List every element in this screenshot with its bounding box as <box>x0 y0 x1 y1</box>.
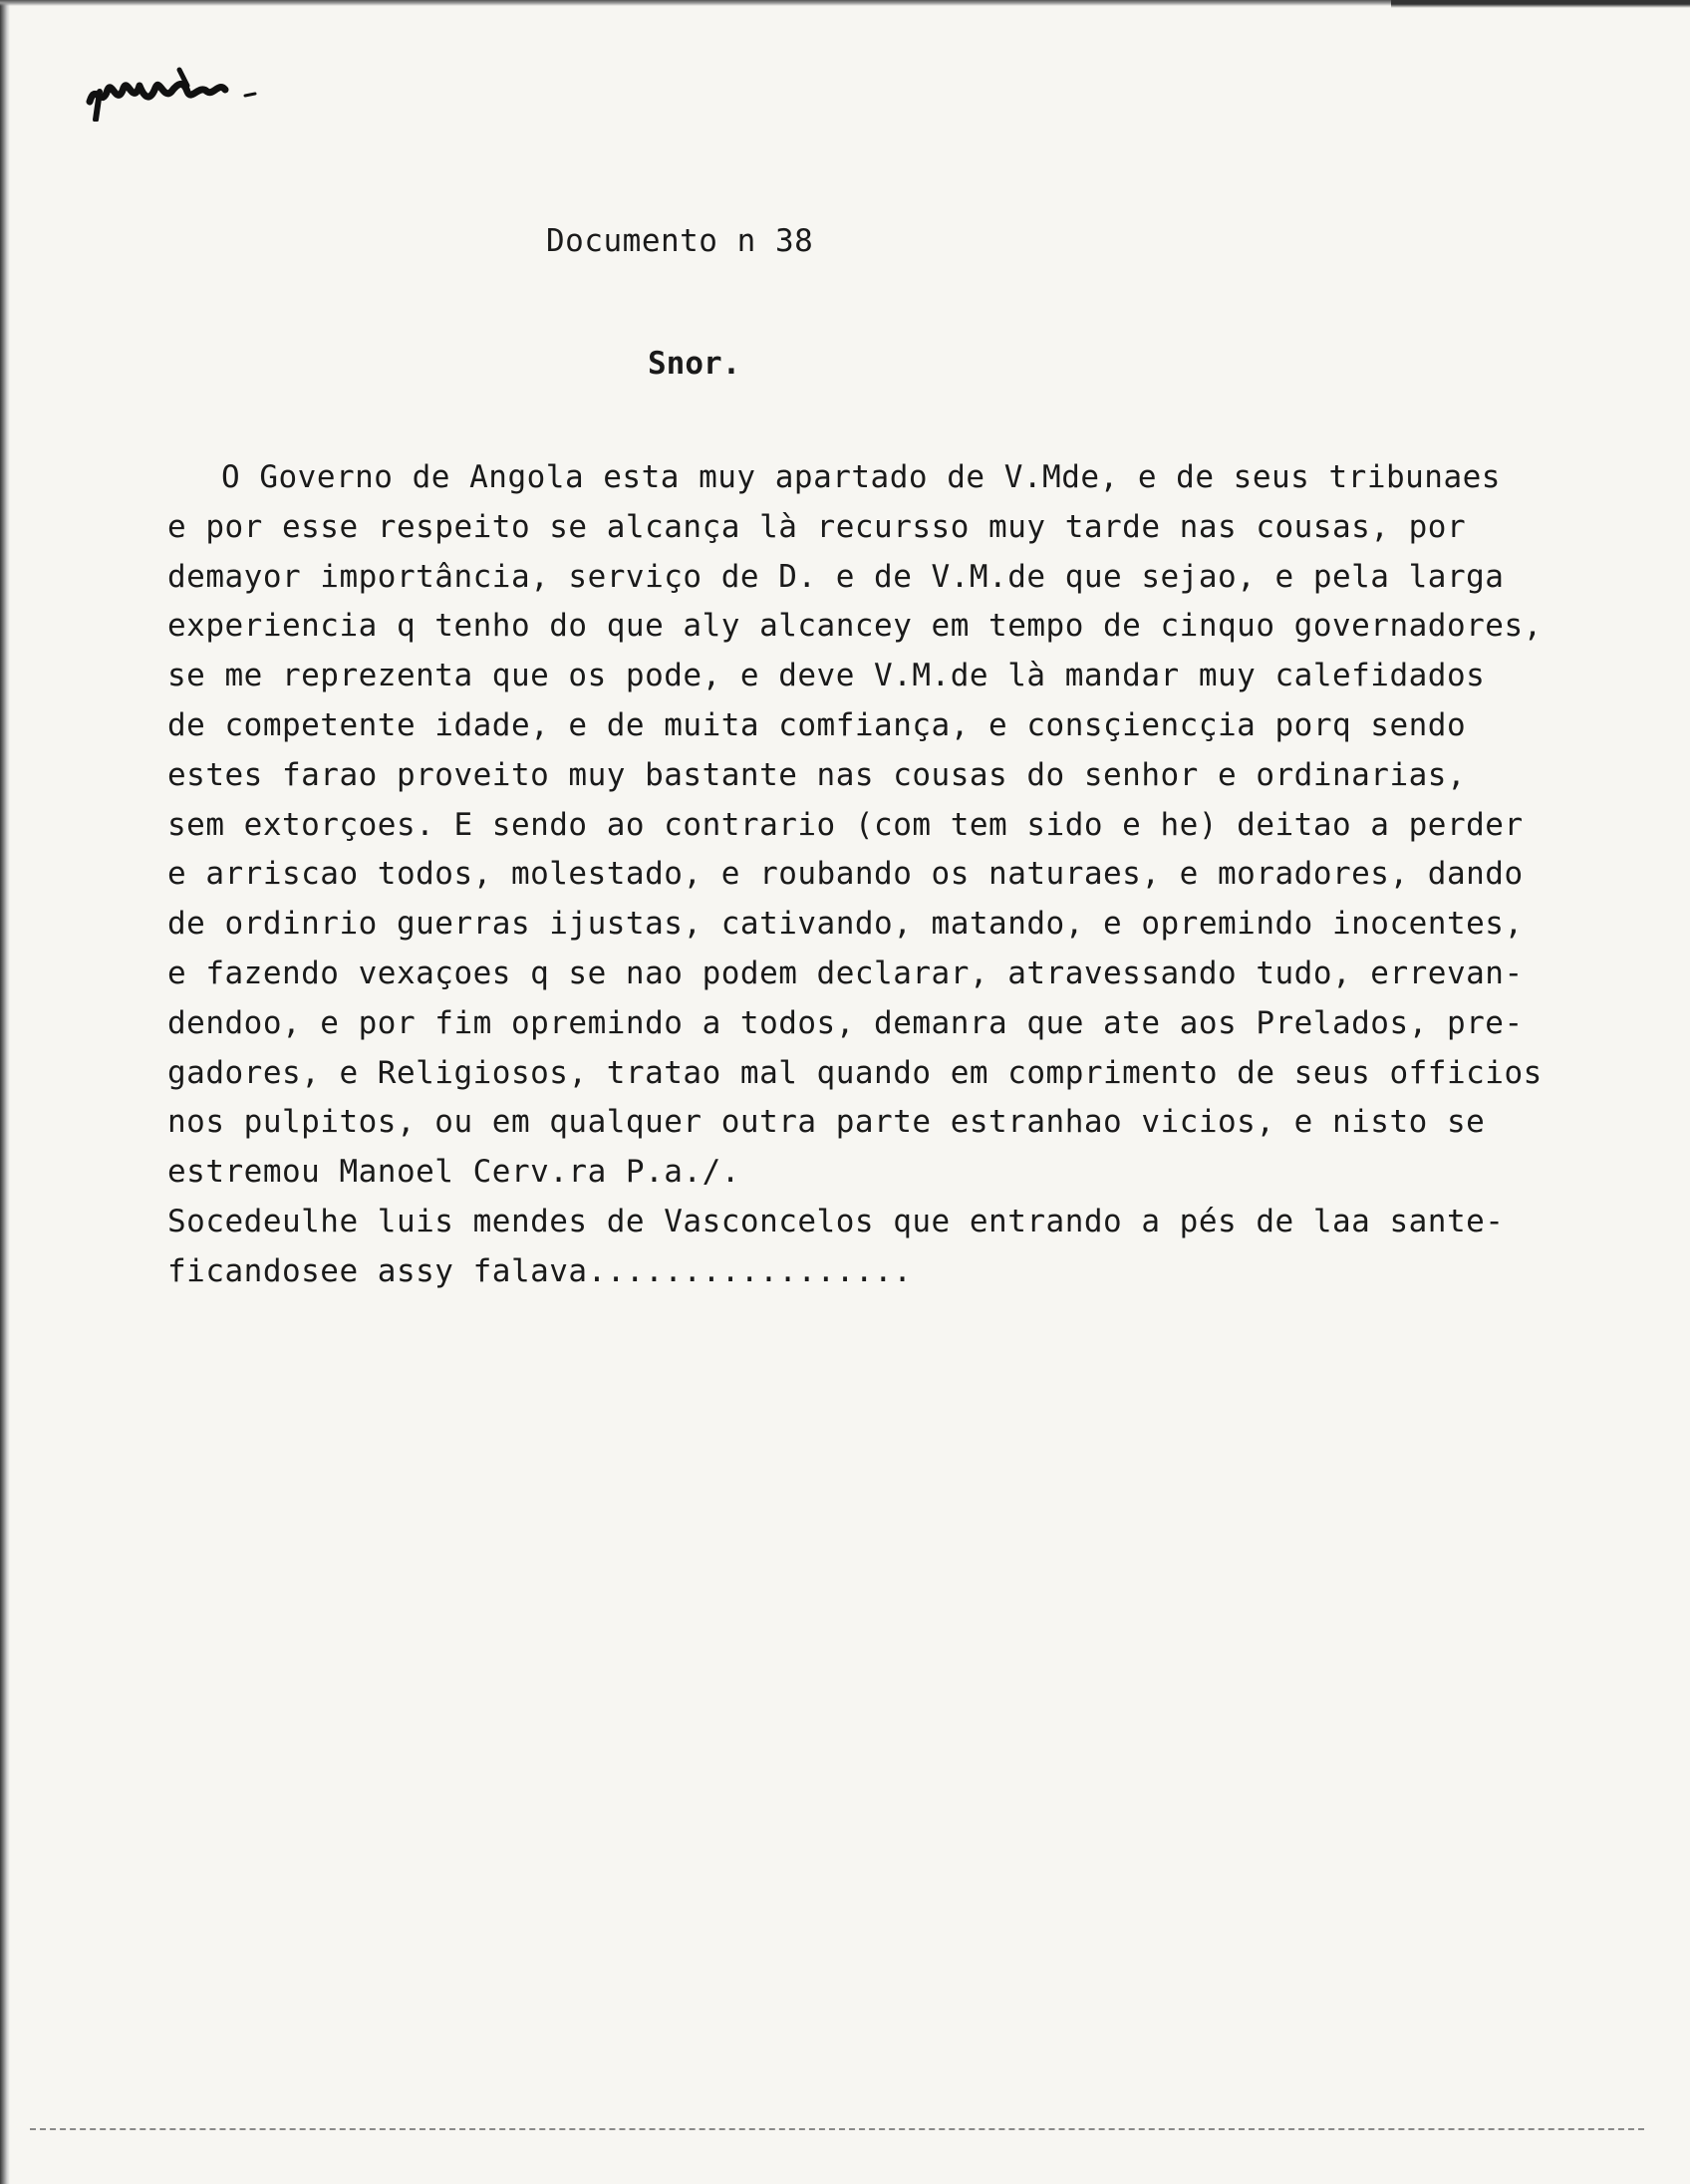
scan-top-right-edge <box>1391 0 1690 12</box>
body-line: estes farao proveito muy bastante nas cousas do senhor e ordinarias, <box>167 756 1467 793</box>
body-line: e por esse respeito se alcança là recursso muy tarde nas cousas, por <box>167 508 1467 545</box>
body-line: O Governo de Angola esta muy apartado de V.Mde, e de seus tribunaes <box>221 459 1501 495</box>
body-line: e arriscao todos, molestado, e roubando os naturaes, e moradores, dando <box>167 856 1524 893</box>
body-line: se me reprezenta que os pode, e deve V.M.de là mandar muy calefidados <box>167 658 1486 694</box>
handwritten-annotation <box>84 62 273 122</box>
document-body <box>167 453 1652 1297</box>
body-line: dendoo, e por fim opremindo a todos, demanra que ate aos Prelados, pre- <box>167 1004 1524 1041</box>
body-line: ficandosee assy falava................. <box>167 1252 913 1289</box>
body-line: nos pulpitos, ou em qualquer outra parte estranhao vicios, e nisto se <box>167 1104 1486 1141</box>
body-line: gadores, e Religiosos, tratao mal quando em comprimento de seus officios <box>167 1054 1543 1091</box>
salutation: Snor. <box>648 346 741 382</box>
body-line: estremou Manoel Cerv.ra P.a./. <box>167 1154 740 1191</box>
body-line: sem extorçoes. E sendo ao contrario (com tem sido e he) deitao a perder <box>167 806 1524 843</box>
body-line: de competente idade, e de muita comfiança, e consçiencçia porq sendo <box>167 706 1467 743</box>
document-title: Documento n 38 <box>546 223 814 259</box>
body-line: experiencia q tenho do que aly alcancey em tempo de cinquo governadores, <box>167 608 1543 645</box>
body-line: Socedeulhe luis mendes de Vasconcelos que entrando a pés de laa sante- <box>167 1203 1505 1239</box>
body-line: de ordinrio guerras ijustas, cativando, matando, e opremindo inocentes, <box>167 906 1524 943</box>
scan-bottom-rule <box>30 2128 1644 2130</box>
scan-left-edge <box>0 0 10 2184</box>
body-line: e fazendo vexaçoes q se nao podem declarar, atravessando tudo, errevan- <box>167 955 1524 991</box>
body-line: demayor importância, serviço de D. e de V.M.de que sejao, e pela larga <box>167 558 1505 595</box>
